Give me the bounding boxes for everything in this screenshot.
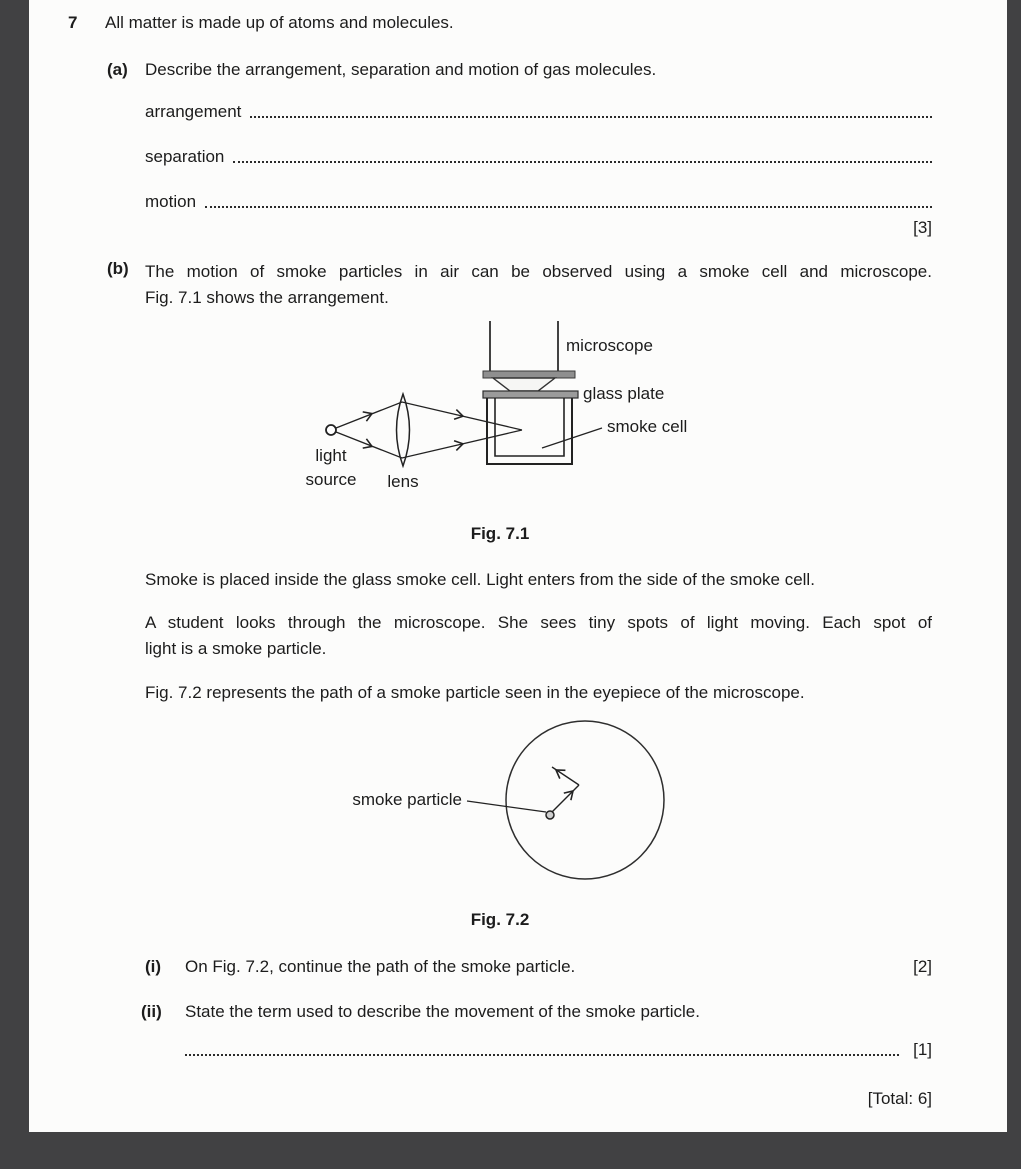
part-a-label: (a) xyxy=(107,60,128,79)
part-b-i-text: On Fig. 7.2, continue the path of the smoke particle. xyxy=(185,957,576,976)
part-b-i-label: (i) xyxy=(145,957,162,976)
para-student-line-2: light is a smoke particle. xyxy=(145,639,327,658)
part-b-ii-label: (ii) xyxy=(141,1002,162,1021)
fig-7-1-diagram xyxy=(280,318,720,493)
dotted-answer-line xyxy=(233,161,932,163)
part-b-intro xyxy=(145,259,932,311)
question-number: 7 xyxy=(68,13,78,32)
para-fig2-intro: Fig. 7.2 represents the path of a smoke particle seen in the eyepiece of the microscope. xyxy=(145,683,805,702)
scan-edge-left xyxy=(0,0,29,1169)
answer-line-arrangement xyxy=(145,102,932,122)
dotted-answer-line xyxy=(250,116,932,118)
microscope-flange-shape xyxy=(483,371,575,378)
light-source-shape xyxy=(326,425,336,435)
label-light-source: light source xyxy=(305,446,357,489)
fig-7-2-caption: Fig. 7.2 xyxy=(470,910,530,929)
part-b-intro-line-1: The motion of smoke particles in air can be observed using a smoke cell and microscope. xyxy=(145,262,932,281)
answer-line-label: separation xyxy=(145,147,225,166)
part-b-i-marks: [2] xyxy=(913,957,932,976)
part-b-ii-row xyxy=(141,1002,932,1022)
question-total-marks: [Total: 6] xyxy=(867,1089,932,1108)
scan-edge-bottom xyxy=(0,1132,1021,1169)
glass-plate-shape xyxy=(483,391,578,398)
label-smoke-cell: smoke cell xyxy=(607,417,688,436)
para-smoke: Smoke is placed inside the glass smoke cell. Light enters from the side of the smoke cell. xyxy=(145,570,815,589)
part-b-ii-answer-row xyxy=(185,1040,932,1060)
answer-line-motion xyxy=(145,192,932,212)
label-glass-plate: glass plate xyxy=(583,384,665,403)
objective-lens-shape xyxy=(493,378,555,391)
scan-edge-right xyxy=(1007,0,1021,1169)
answer-line-separation xyxy=(145,147,932,167)
label-microscope: microscope xyxy=(566,336,653,355)
part-b-i-row xyxy=(145,957,932,977)
answer-line-label: motion xyxy=(145,192,197,211)
fig-7-1-caption: Fig. 7.1 xyxy=(470,524,530,543)
dotted-answer-line xyxy=(185,1054,899,1056)
fig-7-2-diagram xyxy=(330,716,760,891)
part-b-ii-marks: [1] xyxy=(913,1040,932,1059)
para-student xyxy=(145,610,932,662)
lens-shape xyxy=(397,394,410,466)
microscope-tube-shape xyxy=(490,321,558,371)
dotted-answer-line xyxy=(205,206,932,208)
answer-line-label: arrangement xyxy=(145,102,242,121)
part-a-marks: [3] xyxy=(913,218,932,237)
label-smoke-particle: smoke particle xyxy=(352,790,462,809)
question-intro: All matter is made up of atoms and molecules. xyxy=(105,13,454,32)
part-b-ii-text: State the term used to describe the movement of the smoke particle. xyxy=(185,1002,700,1021)
label-lens: lens xyxy=(387,472,419,491)
para-student-line-1: A student looks through the microscope. She sees tiny spots of light moving. Each spot of xyxy=(145,613,932,632)
part-a-prompt: Describe the arrangement, separation and motion of gas molecules. xyxy=(145,60,657,79)
smoke-cell-shape xyxy=(487,398,572,464)
particle-path xyxy=(552,766,579,812)
part-b-intro-line-2: Fig. 7.1 shows the arrangement. xyxy=(145,288,389,307)
smoke-particle-dot xyxy=(546,811,554,819)
eyepiece-field-circle xyxy=(506,721,664,879)
part-b-label: (b) xyxy=(107,259,129,278)
